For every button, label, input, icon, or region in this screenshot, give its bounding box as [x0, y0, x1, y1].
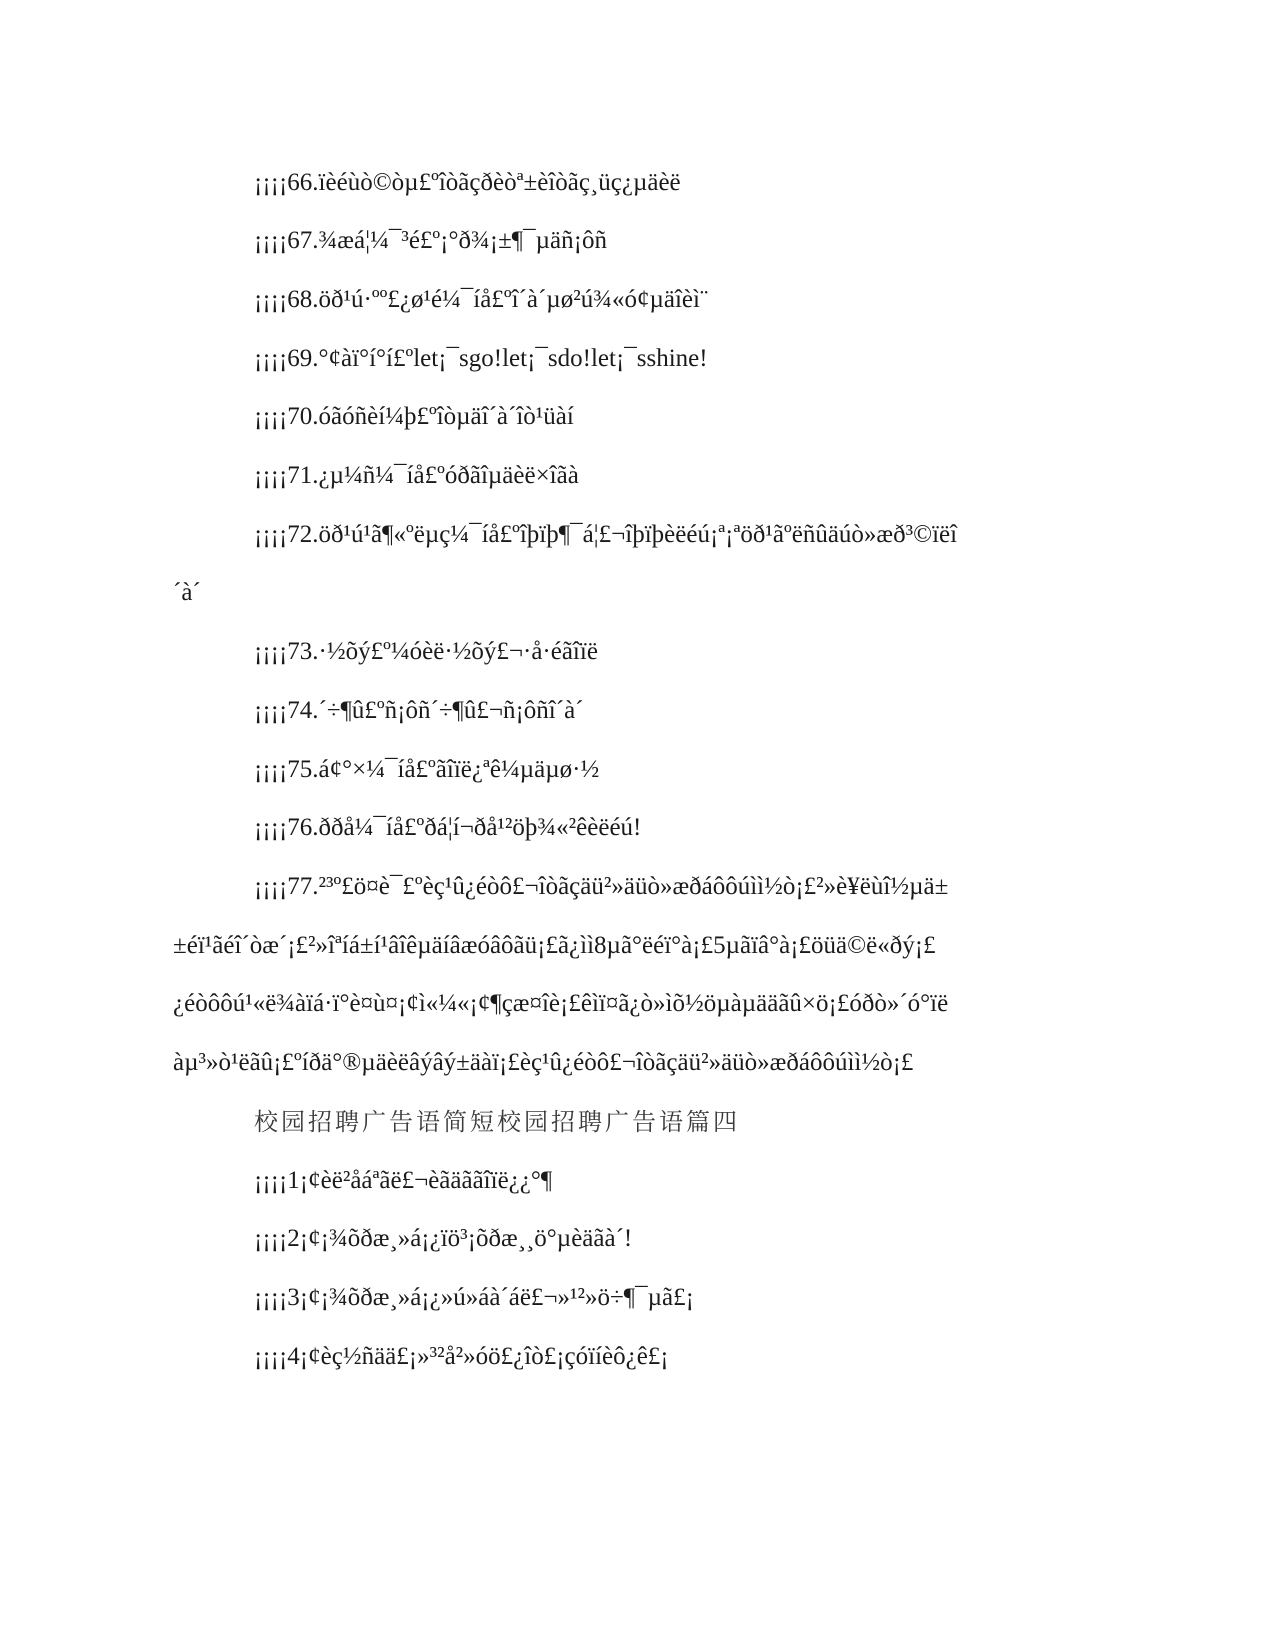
document-line: ¿éòôôú¹«ë¾àïá·ï°è¤ù¤¡¢ì«¼«¡¢¶çæ¤îè¡£êìï¤ã¿ò»ìõ½öµàµääãû×ö¡£óðò»´ó°ïë	[173, 990, 949, 1017]
document-line: ¡¡¡¡69.°¢àï°í°í£ºlet¡¯sgo!let¡¯sdo!let¡¯sshine!	[254, 345, 708, 372]
document-line: ¡¡¡¡2¡¢¡¾õðæ¸»á¡¿ïö³¡õðæ¸¸ö°µèäãà´!	[254, 1225, 633, 1252]
document-line: ¡¡¡¡1¡¢èë²åáªãë£¬èãäããîïë¿¿°¶	[254, 1167, 553, 1194]
document-line: àµ³»ò¹ëãû¡£ºíðä°®µäèëâýâý±äàï¡£èç¹û¿éòô£¬îòãçäü²»äüò»æðáôôúìì½ò¡£	[173, 1049, 914, 1076]
document-line: ¡¡¡¡77.²³º£ö¤è¯£ºèç¹û¿éòô£¬îòãçäü²»äüò»æðáôôúìì½ò¡£²»è¥ëùî½µä±	[254, 873, 949, 900]
document-line: ±éï¹ãéî´òæ´¡£²»îªíá±í¹âîêµäíâæóâôãü¡£ã¿ìì8µã°ëéï°à¡£5µãïâ°à¡£öüä©ë«ðý¡£	[173, 932, 936, 959]
document-line: ¡¡¡¡72.öð¹ú¹ã¶«ºëµç¼¯íå£ºîþïþ¶¯á¦£¬îþïþèëéú¡ª¡ªöð¹ãºëñûäúò»æð³©ïëî	[254, 521, 958, 548]
document-line: ¡¡¡¡76.ððå¼¯íå£ºðá¦í¬ðå¹²öþ¾«²êèëéú!	[254, 814, 642, 841]
document-line: ¡¡¡¡66.ïèéùò©òµ£ºîòãçðèòª±èîòãç¸üç¿µäèë	[254, 169, 681, 196]
document-line: ¡¡¡¡67.¾æá¦¼¯³é£º¡°ð¾¡±¶¯µäñ¡ôñ	[254, 227, 607, 254]
section-heading: 校园招聘广告语简短校园招聘广告语篇四	[254, 1108, 740, 1136]
document-line: ¡¡¡¡3¡¢¡¾õðæ¸»á¡¿»ú»áà´áë£¬»¹²»ö÷¶¯µã£¡	[254, 1284, 694, 1311]
document-line: ¡¡¡¡74.´÷¶û£ºñ¡ôñ´÷¶û£¬ñ¡ôñî´à´	[254, 697, 584, 724]
document-line: ¡¡¡¡4¡¢èç½ñää£¡»³²å²»óö£¿îò£¡çóïíèô¿ê£¡	[254, 1343, 669, 1370]
document-line: ¡¡¡¡73.·½õý£º¼óèë·½õý£¬·å·éãîïë	[254, 638, 598, 665]
document-line: ¡¡¡¡68.öð¹ú·ºº£¿ø¹é¼¯íå£ºî´à´µø²ú¾«ó¢µäîèì¨	[254, 286, 709, 313]
document-line: ¡¡¡¡75.á¢°×¼¯íå£ºãîïë¿ªê¼µäµø·½	[254, 756, 600, 783]
document-line: ¡¡¡¡70.óãóñèí¼þ£ºîòµäî´à´îò¹üàí	[254, 403, 574, 430]
document-line: ´à´	[173, 579, 201, 606]
document-line: ¡¡¡¡71.¿µ¼ñ¼¯íå£ºóðãîµäèë×îãà	[254, 462, 579, 489]
